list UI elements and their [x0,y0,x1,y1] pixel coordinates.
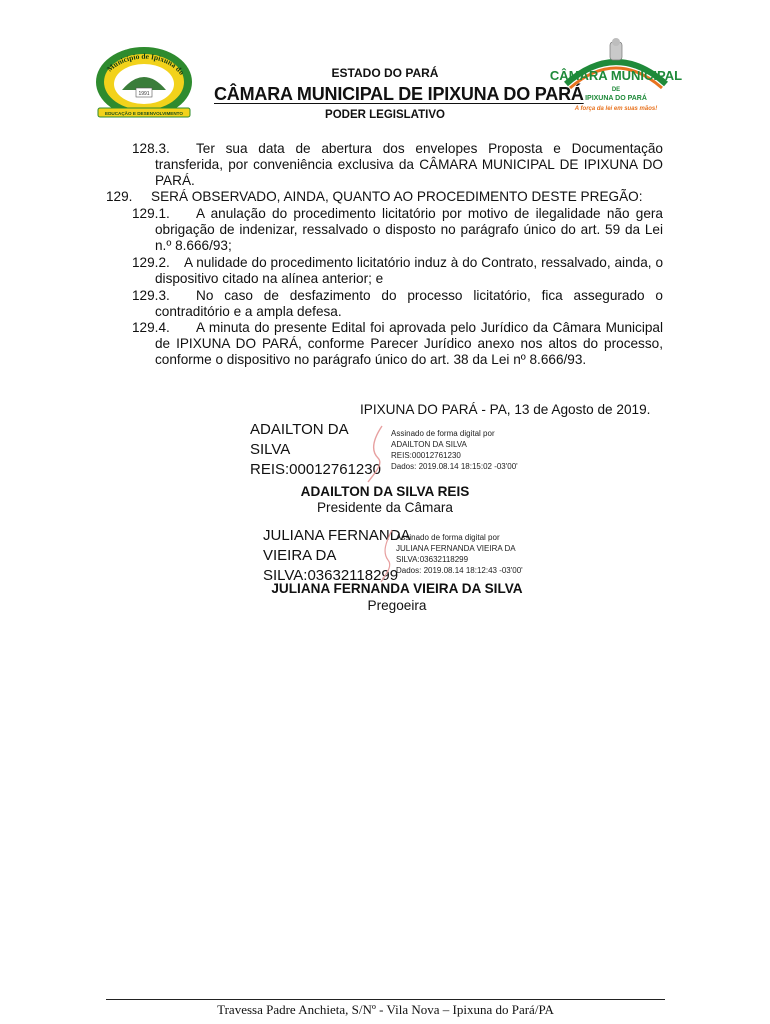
logo-line2: DE [611,87,621,93]
signature-meta-line: ADAILTON DA SILVA [391,440,467,449]
signature-name-line: JULIANA FERNANDA [263,527,411,544]
seal-ribbon: EDUCAÇÃO E DESENVOLVIMENTO [105,111,183,116]
item-number: 129. [106,189,133,204]
item-number: 129.4. [132,320,170,335]
item-text: SERÁ OBSERVADO, AINDA, QUANTO AO PROCEDIMENTO DESTE PREGÃO: [151,189,643,204]
signature-mark-icon [364,424,390,486]
item-number: 129.3. [132,288,170,303]
seal-arc-text: Município de Ipixuna do [105,51,187,77]
signer-role: Pregoeira [367,598,427,613]
signature-meta [391,428,518,472]
place-date: IPIXUNA DO PARÁ - PA, 13 de Agosto de 2019. [360,402,651,417]
item-text: A anulação do procedimento licitatório por motivo de ilegalidade não gera obrigação de indenizar, ressalvado o disposto no parágrafo único do art. 59 da Lei n.º 8.666/93; [155,206,663,253]
signature-mark-icon [378,528,398,584]
signature-meta-line: SILVA:03632118299 [396,555,469,564]
signature-meta-line: JULIANA FERNANDA VIEIRA DA [396,544,516,553]
signature-meta-line: REIS:00012761230 [391,451,461,460]
digital-signature-block [250,420,381,480]
logo-line1: CÂMARA MUNICIPAL [549,68,683,83]
header-state: ESTADO DO PARÁ [331,66,439,80]
seal-year: 1991 [138,91,150,97]
item-number: 129.1. [132,206,170,221]
logo-line3: IPIXUNA DO PARÁ [585,95,647,102]
signature-name-line: REIS:00012761230 [250,461,381,478]
signature-meta-line: Assinado de forma digital por [391,429,495,438]
header-title: CÂMARA MUNICIPAL DE IPIXUNA DO PARÁ [214,84,584,104]
signature-meta-line: Dados: 2019.08.14 18:15:02 -03'00' [391,462,518,471]
logo-slogan: A força da lei em suas mãos! [574,106,658,112]
signer-role: Presidente da Câmara [316,500,453,515]
signature-name-line: ADAILTON DA [250,421,349,438]
signature-meta-line: Assinado de forma digital por [396,533,500,542]
item-text: No caso de desfazimento do processo licitatório, fica assegurado o contraditório e a ampla defesa. [155,288,663,319]
signature-name-line: SILVA:03632118299 [263,567,399,584]
signer-name: JULIANA FERNANDA VIEIRA DA SILVA [271,581,523,596]
signature-meta [396,532,523,576]
signer-name: ADAILTON DA SILVA REIS [300,484,470,499]
header-subtitle: PODER LEGISLATIVO [325,109,445,121]
signature-name-line: VIEIRA DA [263,547,337,564]
signature-meta-line: Dados: 2019.08.14 18:12:43 -03'00' [396,566,523,575]
signature-name-line: SILVA [250,441,291,458]
item-text: Ter sua data de abertura dos envelopes Proposta e Documentação transferida, por conveniência exclusiva da CÂMARA MUNICIPAL DE IPIXUNA DO PARÁ. [155,141,663,188]
item-number: 128.3. [132,141,170,156]
item-text: A minuta do presente Edital foi aprovada pelo Jurídico da Câmara Municipal de IPIXUNA DO PARÁ, conforme Parecer Jurídico anexo nos altos do processo, conforme o dispositivo no parágrafo único do art. 38 da Lei nº 8.666/93. [155,320,663,367]
footer-divider [106,999,665,1000]
footer-address: Travessa Padre Anchieta, S/Nº - Vila Nova – Ipixuna do Pará/PA [217,1002,554,1017]
item-text: A nulidade do procedimento licitatório induz à do Contrato, ressalvado, ainda, o dispositivo citado na alínea anterior; e [155,255,663,286]
item-number: 129.2. [132,255,170,270]
